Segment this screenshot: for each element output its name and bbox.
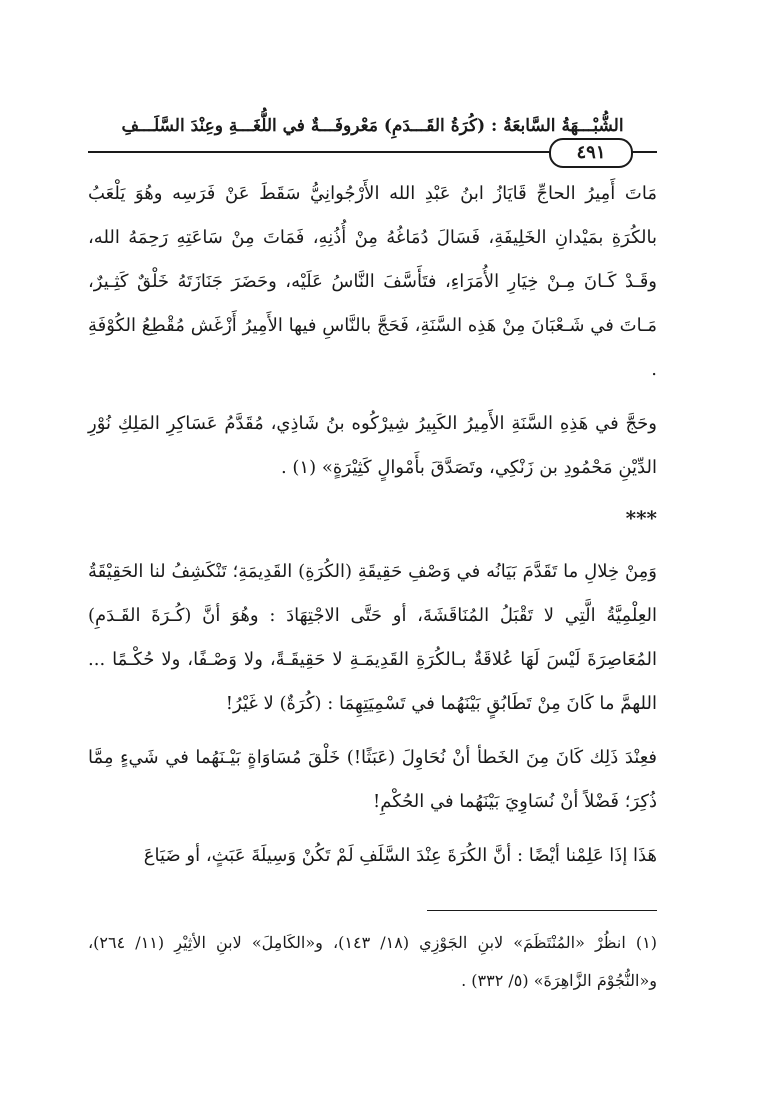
page-number: ٤٩١ [549, 138, 633, 168]
paragraph-3: وَمِنْ خِلالِ ما تَقَدَّمَ بَيَانُه في وَصْفِ حَقِيقَةِ (الكُرَةِ) القَدِيمَةِ؛ تَنْكَشِفُ لنا الحَقِيْقَةُ العِلْمِيَّةُ الَّتِي لا تَقْبَلُ المُنَاقَشَةَ، أو حَتَّى الاجْتِهَادَ : وهُوَ أنَّ (كُـرَةَ القَـدَمِ) المُعَاصِرَةَ لَيْسَ لَهَا عُلاقَةٌ بـالكُرَةِ القَدِيمَـةِ لا حَقِيقَـةً، ولا وَصْـفًا، ولا حُكْـمًا ... اللهمَّ ما كَانَ مِنْ تَطَابُقٍ بَيْنَهُما في تَسْمِيَتِهِمَا : (كُرَةٌ) لا غَيْرُ! [88, 561, 657, 714]
footnote: (١) انظُرْ «المُنْتَظَمَ» لابنِ الجَوْزِي (١٨/ ١٤٣)، و«الكَامِلَ» لابنِ الأثِيْرِ (١١/ ٢٦٤)، و«النُّجُوْمَ الزَّاهِرَةَ» (٥/ ٣٣٢) . [88, 933, 658, 990]
paragraph-5: هَذَا إذَا عَلِمْنا أيْضًا : أنَّ الكُرَةَ عِنْدَ السَّلَفِ لَمْ تَكُنْ وَسِيلَةَ عَبَثٍ، أو ضَيَاعَ [143, 845, 657, 866]
section-separator: *** [625, 506, 657, 530]
footnote-rule [427, 910, 657, 911]
paragraph-4: فعِنْدَ ذَلِك كَانَ مِنَ الخَطأ أنْ نُحَاوِلَ (عَبَثًا!) خَلْقَ مُسَاوَاةٍ بَيْـنَهُما في شَيءٍ مِمَّا ذُكِرَ؛ فَضْلاً أنْ نُسَاوِيَ بَيْنَهُما في الحُكْمِ! [88, 747, 657, 812]
running-head: الشُّبْـــهَةُ السَّابعَةُ : (كُرَةُ القَـــدَمِ) مَعْروفَـــةٌ في اللُّغَـــةِ وعِنْدَ السَّلَـــفِ [121, 116, 624, 136]
paragraph-1: مَاتَ أَمِيرُ الحاجِّ قَايَازُ ابنُ عَبْدِ الله الأَرْجُوانِيُّ سَقَطَ عَنْ فَرَسِه وهُوَ يَلْعَبُ بالكُرَةِ بمَيْدانِ الخَلِيفَةِ، فَسَالَ دُمَاغُهُ مِنْ أُذُنِهِ، فَمَاتَ مِنْ سَاعَتِهِ رَحِمَهُ الله، وقَـدْ كَـانَ مِـنْ خِيَارِ الأُمَرَاءِ، فتَأَسَّفَ النَّاسُ عَلَيْه، وحَضَرَ جَنَازَتَهُ خَلْقٌ كَثِـيرٌ، مَـاتَ في شَـعْبَانَ مِنْ هَذِه السَّنَةِ، فَحَجَّ بالنَّاسِ فيها الأَمِيرُ أَزْغَش مُقْطِعُ الكُوْفَةِ . [88, 183, 657, 380]
main-text [88, 172, 657, 878]
paragraph-2: وحَجَّ في هَذِهِ السَّنَةِ الأَمِيرُ الكَبِيرُ شِيرْكُوه بنُ شَاذِي، مُقَدَّمُ عَسَاكِرِ المَلِكِ نُوْرِ الدِّيْنِ مَحْمُودِ بن زَنْكِي، وتَصَدَّقَ بأَمْوالٍ كَثِيْرَةٍ» (١) . [88, 413, 657, 478]
